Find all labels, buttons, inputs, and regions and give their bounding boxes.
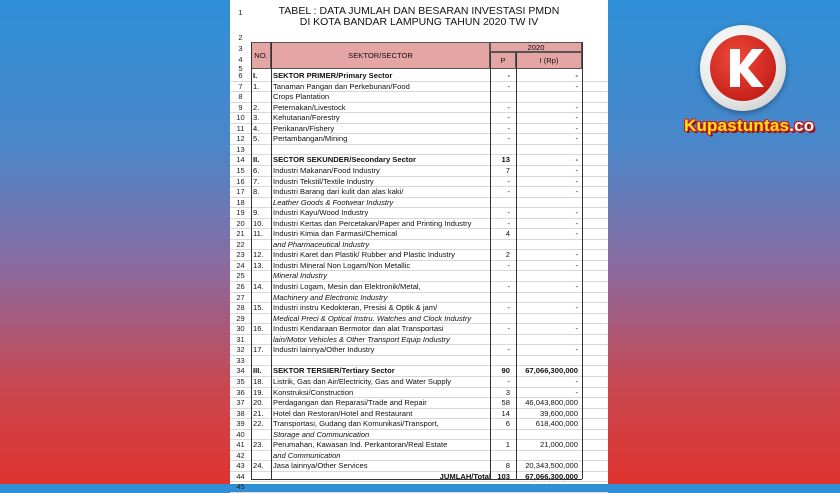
row-i-value: - [575, 324, 578, 334]
row-number: 24 [236, 260, 245, 270]
row-sector: Storage and Communication [273, 429, 370, 439]
table-border [516, 52, 517, 479]
row-no: 15. [253, 303, 264, 313]
row-sector: Transportasi, Gudang dan Komunikasi/Transport, [273, 419, 439, 429]
row-no: 19. [253, 387, 264, 397]
spreadsheet [230, 0, 608, 492]
table-border [251, 479, 582, 480]
row-i-value: - [575, 260, 578, 270]
row-number: 10 [236, 113, 245, 123]
row-number: 22 [236, 239, 245, 249]
row-number: 12 [236, 134, 245, 144]
row-no: 3. [253, 113, 260, 123]
row-i-value: - [575, 176, 578, 186]
row-sector: Pertambangan/Mining [273, 134, 348, 144]
row-sector: Crops Plantation [273, 92, 330, 102]
row-i-value: 67,066,300,000 [525, 471, 578, 481]
row-i-value: - [575, 71, 578, 80]
row-number: 20 [236, 218, 245, 228]
row-sector: SECTOR SEKUNDER/Secondary Sector [273, 155, 416, 165]
row-sector: Konstruksi/Construction [273, 387, 354, 397]
row-sector: Industri Kimia dan Farmasi/Chemical [273, 229, 398, 239]
row-p-value: - [507, 345, 510, 355]
table-border [271, 42, 272, 479]
row-number: 25 [236, 271, 245, 281]
row-sector: Peternakan/Livestock [273, 102, 346, 112]
row-number: 13 [236, 144, 245, 154]
row-sector: and Pharmaceutical Industry [273, 239, 370, 249]
row-sector: Industri Barang dari kulit dan alas kaki/ [273, 187, 404, 197]
row-sector: SEKTOR PRIMER/Primary Sector [273, 71, 393, 80]
row-no: 20. [253, 398, 264, 408]
row-no: 1. [253, 81, 260, 91]
row-p-value: 1 [505, 440, 510, 450]
row-no: 8. [253, 187, 260, 197]
row-number: 35 [236, 376, 245, 386]
row-i-value: - [575, 208, 578, 218]
table-border [582, 42, 583, 479]
row-number: 39 [236, 419, 245, 429]
row-sector: Industri Tekstil/Textile Industry [273, 176, 374, 186]
row-number: 28 [236, 303, 245, 313]
row-number: 16 [236, 176, 245, 186]
row-number: 36 [236, 387, 245, 397]
row-i-value: - [575, 387, 578, 397]
row-i-value: 20,343,500,000 [525, 461, 578, 471]
row-no: 11. [253, 229, 263, 239]
row-sector: Industri Makanan/Food Industry [273, 165, 380, 175]
row-i-value: - [575, 229, 578, 239]
row-no: 7. [253, 176, 260, 186]
row-p-value: - [507, 208, 510, 218]
row-i-value: - [575, 123, 578, 133]
row-p-value: - [507, 260, 510, 270]
row-no: 14. [253, 282, 264, 291]
row-number: 40 [236, 429, 245, 439]
row-i-value: 67,066,300,000 [525, 366, 578, 376]
row-i-value: 618,400,000 [535, 419, 578, 429]
row-i-value: - [575, 250, 578, 260]
row-sector: Leather Goods & Footwear Industry [273, 197, 394, 207]
row-sector: JUMLAH/Total [439, 471, 491, 481]
header-p: P [490, 52, 516, 69]
row-number: 18 [236, 197, 245, 207]
row-sector: Industri Kendaraan Bermotor dan alat Transportasi [273, 324, 444, 334]
row-p-value: 14 [501, 408, 510, 418]
row-i-value: - [575, 165, 578, 175]
row-no: II. [253, 155, 260, 165]
row-sector: and Communication [273, 450, 341, 460]
row-number: 33 [236, 355, 245, 365]
row-no: 16. [253, 324, 264, 334]
row-number: 7 [238, 81, 243, 91]
row-number: 6 [238, 71, 243, 80]
row-number: 30 [236, 324, 245, 334]
row-i-value: - [575, 303, 578, 313]
table-title-line1: TABEL : DATA JUMLAH DAN BESARAN INVESTASI PMDN [278, 5, 560, 17]
row-sector: Kehutanan/Forestry [273, 113, 340, 123]
row-number: 27 [236, 292, 245, 302]
row-number: 38 [236, 408, 245, 418]
row-p-value: 58 [501, 398, 510, 408]
row-sector: Industri Kayu/Wood Industry [273, 208, 369, 218]
row-p-value: 13 [501, 155, 510, 165]
row-sector: Industri Logam, Mesin dan Elektronik/Metal, [273, 282, 421, 291]
row-i-value: - [575, 345, 578, 355]
row-sector: SEKTOR TERSIER/Tertiary Sector [273, 366, 395, 376]
row-number: 23 [236, 250, 245, 260]
row-number: 4 [238, 55, 243, 64]
row-number: 41 [236, 440, 245, 450]
row-p-value: 103 [497, 471, 510, 481]
row-p-value: - [507, 176, 510, 186]
row-p-value: - [507, 123, 510, 133]
row-i-value: - [575, 282, 578, 291]
row-no: I. [253, 71, 258, 80]
row-sector: Perikanan/Fishery [273, 123, 335, 133]
brand-name: Kupastuntas.co [684, 116, 815, 135]
row-number: 34 [236, 366, 245, 376]
row-i-value: - [575, 376, 578, 386]
row-p-value: 4 [505, 229, 510, 239]
row-no: 17. [253, 345, 264, 355]
table-border [251, 42, 252, 479]
row-p-value: - [507, 282, 510, 291]
row-p-value: - [507, 134, 510, 144]
row-number: 5 [238, 64, 243, 73]
row-sector: Medical Preci & Optical Instru. Watches and Clock Industry [273, 313, 472, 323]
row-i-value: 39,600,000 [539, 408, 578, 418]
row-p-value: 7 [505, 165, 510, 175]
row-i-value: - [575, 102, 578, 112]
row-sector: lain/Motor Vehicles & Other Transport Equip Industry [273, 334, 450, 344]
row-p-value: - [507, 218, 510, 228]
table-border [490, 52, 491, 479]
row-sector: Tanaman Pangan dan Perkebunan/Food [273, 81, 410, 91]
row-number: 26 [236, 282, 245, 291]
row-sector: Industri lainnya/Other Industry [273, 345, 375, 355]
row-number: 44 [236, 471, 245, 481]
row-p-value: - [507, 102, 510, 112]
row-number: 8 [238, 92, 243, 102]
row-number: 14 [236, 155, 245, 165]
row-number: 43 [236, 461, 245, 471]
header-sektor: SEKTOR/SECTOR [271, 42, 490, 69]
row-number: 42 [236, 450, 245, 460]
row-number: 32 [236, 345, 245, 355]
row-i-value: 21,000,000 [539, 440, 578, 450]
brand-logo [700, 25, 786, 111]
row-number: 2 [238, 33, 243, 42]
row-p-value: 90 [501, 366, 510, 376]
row-sector: Mineral Industry [273, 271, 328, 281]
row-sector: Industri Kertas dan Percetakan/Paper and Printing Industry [273, 218, 472, 228]
row-sector: Industri instru Kedokteran, Presisi & Optik & jam/ [273, 303, 438, 313]
row-sector: Industri Mineral Non Logam/Non Metallic [273, 260, 411, 270]
row-i-value: - [575, 155, 578, 165]
row-no: 22. [253, 419, 264, 429]
row-sector: Perdagangan dan Reparasi/Trade and Repair [273, 398, 427, 408]
row-no: 21. [253, 408, 264, 418]
row-number: 17 [236, 187, 245, 197]
row-number: 37 [236, 398, 245, 408]
row-no: 4. [253, 123, 260, 133]
row-no: 18. [253, 376, 264, 386]
row-number: 11 [236, 123, 245, 133]
header-year: 2020 [490, 42, 582, 52]
row-number: 15 [236, 165, 245, 175]
row-no: 5. [253, 134, 260, 144]
row-p-value: - [507, 303, 510, 313]
row-p-value: 3 [505, 387, 510, 397]
row-no: 10. [253, 218, 264, 228]
row-no: 24. [253, 461, 264, 471]
row-number: 21 [236, 229, 245, 239]
k-logo-icon [710, 35, 776, 101]
row-no: 6. [253, 165, 260, 175]
row-no: 9. [253, 208, 260, 218]
row-i-value: - [575, 81, 578, 91]
row-number: 29 [236, 313, 245, 323]
row-no: 12. [253, 250, 264, 260]
row-no: 23. [253, 440, 264, 450]
row-number: 9 [238, 102, 243, 112]
row-p-value: 2 [505, 250, 510, 260]
row-i-value: 46,043,800,000 [525, 398, 578, 408]
header-no: NO. [251, 42, 271, 69]
row-number: 31 [236, 334, 245, 344]
row-number: 3 [238, 44, 243, 53]
row-p-value: - [507, 187, 510, 197]
row-p-value: - [507, 376, 510, 386]
row-number: 45 [236, 482, 245, 492]
row-no: 2. [253, 102, 260, 112]
table-title-line2: DI KOTA BANDAR LAMPUNG TAHUN 2020 TW IV [299, 16, 539, 28]
row-number: 19 [236, 208, 245, 218]
row-sector: Hotel dan Restoran/Hotel and Restaurant [273, 408, 413, 418]
row-no: 13. [253, 260, 264, 270]
row-sector: Perumahan, Kawasan Ind. Perkantoran/Real Estate [273, 440, 448, 450]
row-i-value: - [575, 113, 578, 123]
row-i-value: - [575, 134, 578, 144]
row-p-value: - [507, 71, 510, 80]
row-p-value: - [507, 113, 510, 123]
row-i-value: - [575, 218, 578, 228]
row-sector: Jasa lainnya/Other Services [273, 461, 368, 471]
row-i-value: - [575, 187, 578, 197]
row-p-value: - [507, 324, 510, 334]
row-sector: Machinery and Electronic Industry [273, 292, 388, 302]
header-i: I (Rp) [516, 52, 582, 69]
row-p-value: - [507, 81, 510, 91]
row-sector: Industri Karet dan Plastik/ Rubber and Plastic Industry [273, 250, 455, 260]
row-p-value: 8 [505, 461, 510, 471]
row-no: III. [253, 366, 262, 376]
row-sector: Listrik, Gas dan Air/Electricity, Gas and Water Supply [273, 376, 452, 386]
row-number: 1 [238, 8, 243, 17]
row-p-value: 6 [505, 419, 510, 429]
